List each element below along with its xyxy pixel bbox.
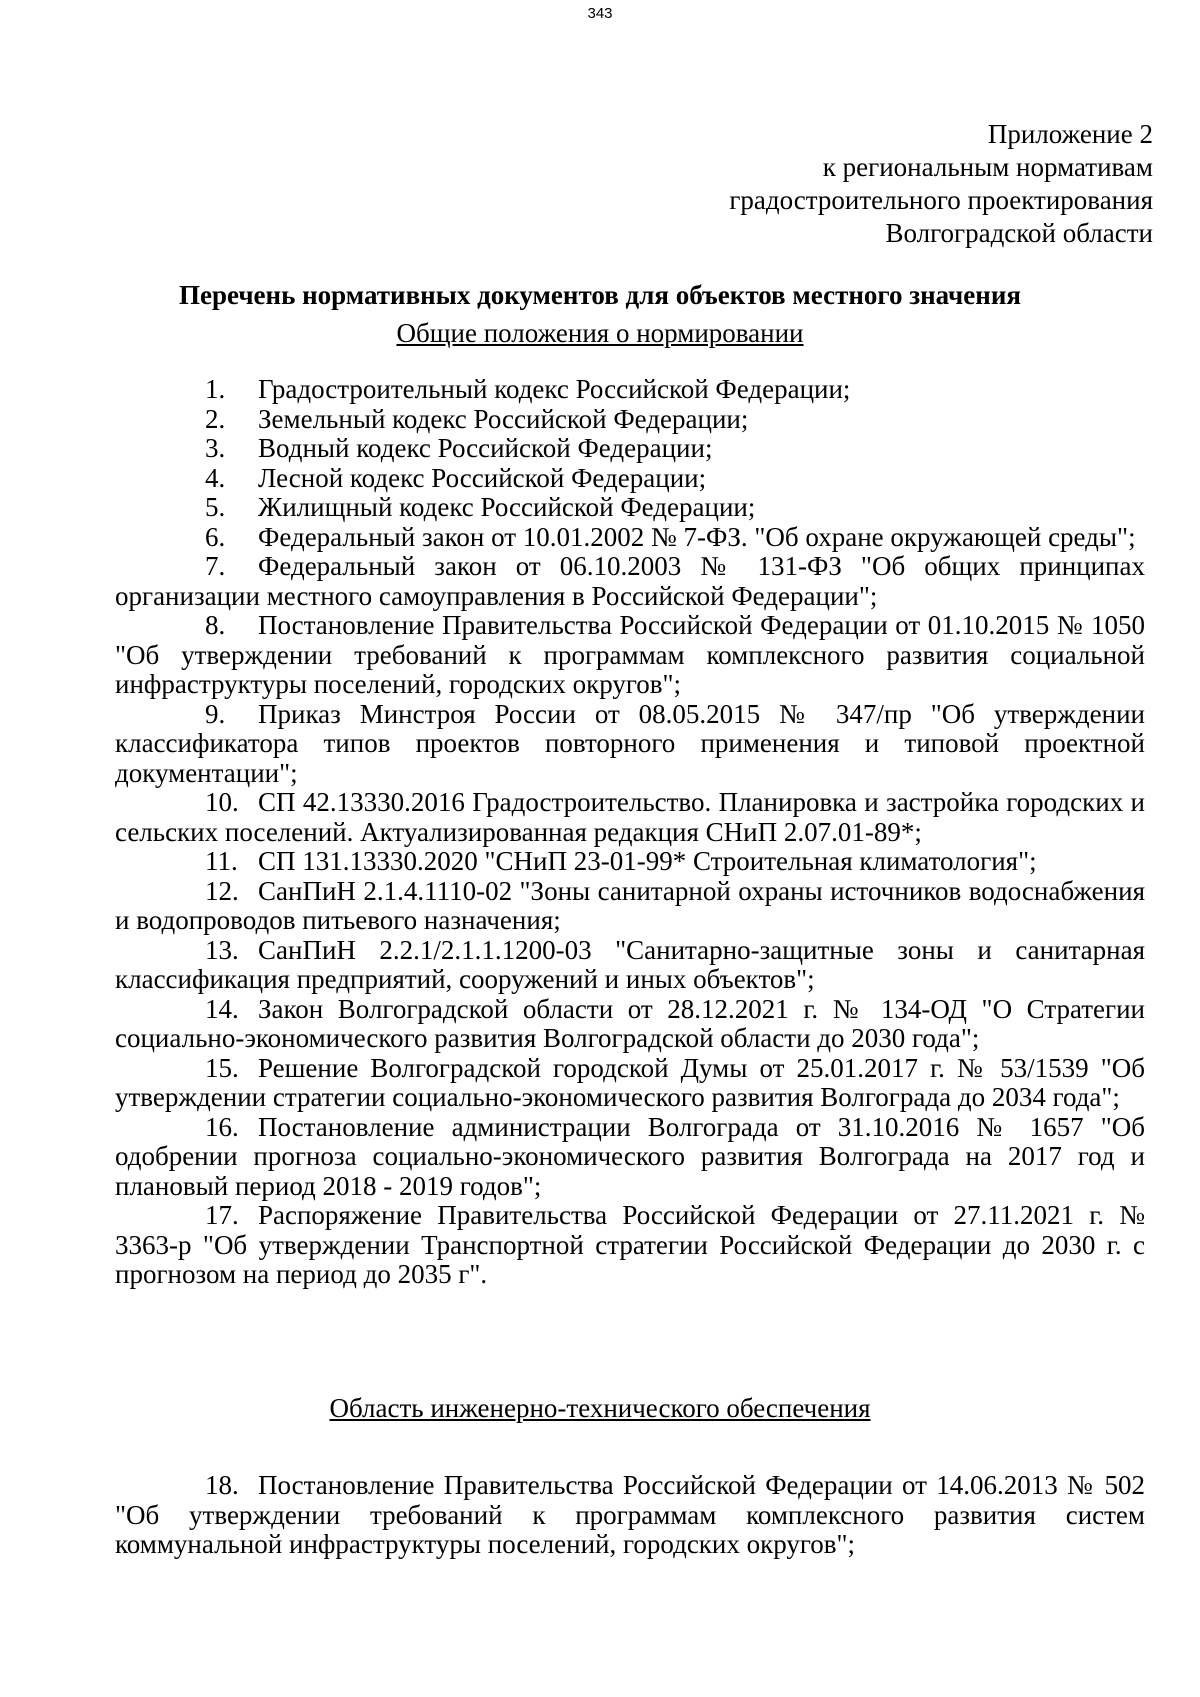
list-item <box>115 552 1145 611</box>
appendix-line: Приложение 2 <box>987 119 1153 149</box>
appendix-line: к региональным нормативам <box>822 152 1153 182</box>
item-text: Постановление Правительства Российской Федерации от 14.06.2013 № 502 "Об утверждении требований к программам комплексного развития систем коммунальной инфраструктуры поселений, городских округов"; <box>115 1470 1145 1559</box>
list-item <box>115 936 1145 995</box>
item-number: 15. <box>205 1052 239 1083</box>
list-item <box>115 523 1145 553</box>
item-text: Распоряжение Правительства Российской Федерации от 27.11.2021 г. № 3363-р "Об утверждении Транспортной стратегии Российской Федерации до 2030 г. с прогнозом на период до 2035 г". <box>115 1200 1145 1289</box>
list-item <box>115 611 1145 700</box>
item-number: 7. <box>205 551 226 581</box>
page-number: 343 <box>587 5 613 22</box>
item-number: 11. <box>205 846 238 876</box>
item-text: Приказ Минстроя России от 08.05.2015 № 347/пр "Об утверждении классификатора типов проектов повторного применения и типовой проектной документации"; <box>115 698 1145 788</box>
item-text: СанПиН 2.2.1/2.1.1.1200-03 "Санитарно-защитные зоны и санитарная классификация предприятий, сооружений и иных объектов"; <box>115 934 1145 994</box>
list-item <box>115 1113 1145 1202</box>
item-number: 12. <box>205 875 239 906</box>
item-number: 14. <box>205 993 239 1024</box>
item-number: 5. <box>205 492 226 522</box>
list-item <box>115 434 1145 464</box>
item-text: Федеральный закон от 10.01.2002 № 7-ФЗ. "Об охране окружающей среды"; <box>258 521 1136 552</box>
item-number: 4. <box>205 462 226 493</box>
item-number: 2. <box>205 403 226 434</box>
item-number: 9. <box>205 698 226 729</box>
item-text: СанПиН 2.1.4.1110-02 "Зоны санитарной охраны источников водоснабжения и водопроводов питьевого назначения; <box>115 875 1145 935</box>
item-number: 13. <box>205 934 239 965</box>
list-item <box>115 493 1145 523</box>
list-item <box>115 405 1145 435</box>
item-number: 1. <box>205 374 226 404</box>
item-text: СП 131.13330.2020 "СНиП 23-01-99* Строительная климатология"; <box>258 846 1037 876</box>
appendix-line: Волгоградской области <box>885 218 1153 248</box>
item-number: 6. <box>205 521 226 552</box>
section-heading-general: Общие положения о нормировании <box>396 318 804 348</box>
list-item <box>115 375 1145 405</box>
item-text: Постановление администрации Волгограда от 31.10.2016 № 1657 "Об одобрении прогноза социально-экономического развития Волгограда на 2017 год и плановый период 2018 - 2019 годов"; <box>115 1111 1145 1201</box>
item-text: Земельный кодекс Российской Федерации; <box>258 403 749 434</box>
list-general <box>115 375 1145 1290</box>
appendix-line: градостроительного проектирования <box>729 185 1153 215</box>
item-number: 18. <box>205 1470 239 1500</box>
document-title: Перечень нормативных документов для объектов местного значения <box>179 280 1021 310</box>
item-text: Лесной кодекс Российской Федерации; <box>258 462 707 493</box>
item-number: 8. <box>205 610 226 640</box>
list-engineering <box>115 1471 1145 1560</box>
item-text: Закон Волгоградской области от 28.12.2021 г. № 134-ОД "О Стратегии социально-экономического развития Волгоградской области до 2030 года"; <box>115 993 1145 1053</box>
list-item <box>115 700 1145 789</box>
list-item <box>115 847 1145 877</box>
item-text: Водный кодекс Российской Федерации; <box>258 433 713 463</box>
list-item <box>115 1054 1145 1113</box>
list-item <box>115 464 1145 494</box>
item-text: Федеральный закон от 06.10.2003 № 131-ФЗ "Об общих принципах организации местного самоуправления в Российской Федерации"; <box>115 551 1145 611</box>
item-number: 3. <box>205 433 226 463</box>
list-item <box>115 995 1145 1054</box>
item-text: Постановление Правительства Российской Федерации от 01.10.2015 № 1050 "Об утверждении требований к программам комплексного развития социальной инфраструктуры поселений, городских округов"; <box>115 610 1145 699</box>
item-text: Решение Волгоградской городской Думы от 25.01.2017 г. № 53/1539 "Об утверждении стратегии социально-экономического развития Волгограда до 2034 года"; <box>115 1052 1145 1112</box>
item-text: Градостроительный кодекс Российской Федерации; <box>258 374 851 404</box>
item-text: Жилищный кодекс Российской Федерации; <box>258 492 756 522</box>
list-item <box>115 877 1145 936</box>
section-heading-engineering: Область инженерно-технического обеспечения <box>329 1393 871 1423</box>
list-item <box>115 1471 1145 1560</box>
list-item <box>115 788 1145 847</box>
item-number: 10. <box>205 787 239 817</box>
item-number: 16. <box>205 1111 239 1142</box>
appendix-header <box>729 118 1153 250</box>
item-number: 17. <box>205 1200 239 1230</box>
item-text: СП 42.13330.2016 Градостроительство. Планировка и застройка городских и сельских поселений. Актуализированная редакция СНиП 2.07.01-89*; <box>115 787 1145 847</box>
list-item <box>115 1201 1145 1290</box>
